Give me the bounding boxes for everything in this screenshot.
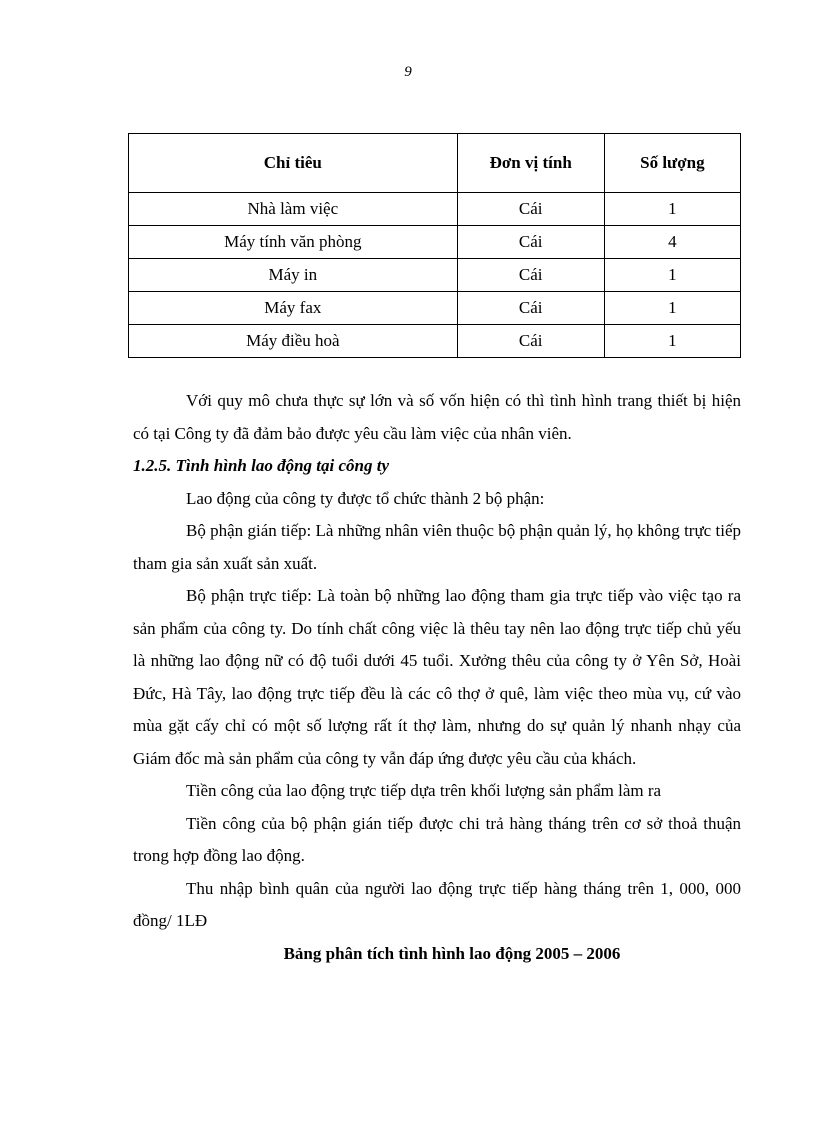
table-row [129, 325, 741, 358]
paragraph-average-income: Thu nhập bình quân của người lao động trực tiếp hàng tháng trên 1, 000, 000 đồng/ 1LĐ [133, 878, 741, 930]
header-don-vi-tinh: Đơn vị tính [457, 134, 604, 193]
cell-quantity: 1 [604, 259, 740, 292]
section-heading-labor: 1.2.5. Tình hình lao động tại công ty [133, 456, 389, 475]
cell-unit: Cái [457, 226, 604, 259]
cell-item: Nhà làm việc [129, 193, 458, 226]
cell-item: Máy fax [129, 292, 458, 325]
paragraph-indirect-wages: Tiền công của bộ phận gián tiếp được chi trả hàng tháng trên cơ sở thoả thuận trong hợp đồng lao động. [133, 813, 741, 865]
paragraph-direct-wages: Tiền công của lao động trực tiếp dựa trên khối lượng sản phẩm làm ra [186, 781, 662, 800]
cell-item: Máy điều hoà [129, 325, 458, 358]
cell-unit: Cái [457, 193, 604, 226]
body-text [133, 385, 741, 970]
paragraph-indirect-staff: Bộ phận gián tiếp: Là những nhân viên thuộc bộ phận quản lý, họ không trực tiếp tham gia sản xuất sản xuất. [133, 521, 741, 573]
cell-item: Máy tính văn phòng [129, 226, 458, 259]
equipment-table [128, 133, 741, 358]
paragraph-direct-staff: Bộ phận trực tiếp: Là toàn bộ những lao động tham gia trực tiếp vào việc tạo ra sản phẩm của công ty. Do tính chất công việc là thêu tay nên lao động trực tiếp chủ yếu là những lao động nữ có độ tuổi dưới 45 tuổi. Xưởng thêu của công ty ở Yên Sở, Hoài Đức, Hà Tây, lao động trực tiếp đều là các cô thợ ở quê, làm việc theo mùa vụ, cứ vào mùa gặt cấy chỉ có một số lượng rất ít thợ làm, nhưng do sự quản lý nhanh nhạy của Giám đốc mà sản phẩm của công ty vẫn đáp ứng được yêu cầu của khách. [133, 586, 741, 768]
cell-quantity: 1 [604, 292, 740, 325]
labor-table-title: Bảng phân tích tình hình lao động 2005 – 2006 [283, 943, 621, 963]
paragraph-labor-organization: Lao động của công ty được tổ chức thành 2 bộ phận: [186, 488, 545, 508]
cell-unit: Cái [457, 325, 604, 358]
table-row [129, 226, 741, 259]
table-row [129, 259, 741, 292]
header-so-luong: Số lượng [604, 134, 740, 193]
cell-unit: Cái [457, 292, 604, 325]
cell-item: Máy in [129, 259, 458, 292]
header-chi-tieu: Chỉ tiêu [129, 134, 458, 193]
cell-quantity: 4 [604, 226, 740, 259]
cell-unit: Cái [457, 259, 604, 292]
table-row [129, 193, 741, 226]
paragraph-equipment-summary: Với quy mô chưa thực sự lớn và số vốn hiện có thì tình hình trang thiết bị hiện có tại Công ty đã đảm bảo được yêu cầu làm việc của nhân viên. [133, 391, 741, 443]
cell-quantity: 1 [604, 325, 740, 358]
cell-quantity: 1 [604, 193, 740, 226]
table-header-row [129, 134, 741, 193]
table-row [129, 292, 741, 325]
page-number: 9 [404, 64, 412, 80]
